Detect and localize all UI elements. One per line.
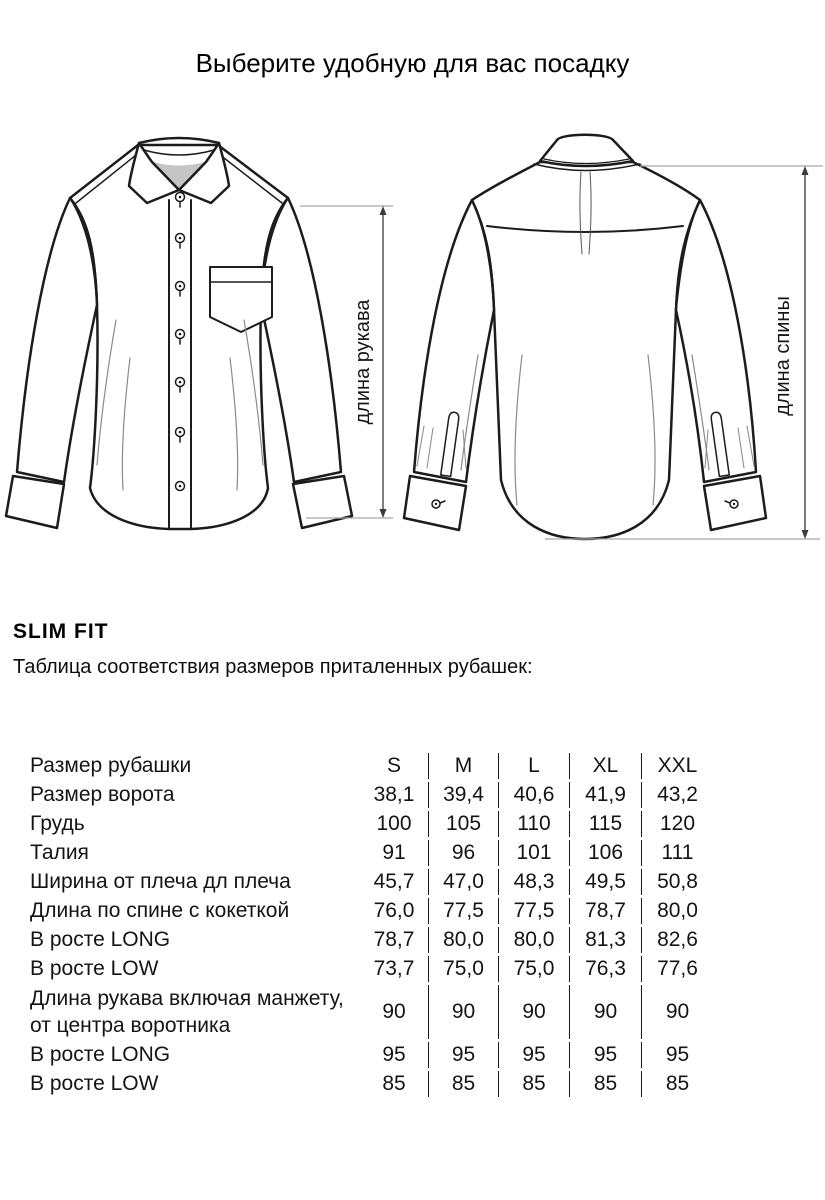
front-collar-band [139,138,219,143]
cell-value: 101 [498,840,569,866]
cell-value: 50,8 [641,869,713,895]
cell-value: 75,0 [428,956,498,982]
cell-value: 96 [428,840,498,866]
size-header-xxl: XXL [641,753,713,779]
cell-value: 90 [569,985,641,1039]
cell-value: 80,0 [498,927,569,953]
front-left-sleeve [17,198,97,482]
table-row [30,898,713,924]
cell-value: 85 [382,1072,406,1095]
row-label: Ширина от плеча дл плеча [30,870,291,893]
cell-value: 85 [498,1071,569,1097]
front-left-cuff [6,476,64,528]
front-right-sleeve [261,198,341,482]
size-header-xl: XL [569,753,641,779]
front-right-cuff [293,476,352,528]
cell-value: 90 [498,985,569,1039]
cell-value: 95 [569,1042,641,1068]
cell-value: 80,0 [641,898,713,924]
cell-value: 115 [569,811,641,837]
table-row [30,927,713,953]
cell-value: 95 [641,1042,713,1068]
page-title: Выберите удобную для вас посадку [195,48,630,78]
cell-value: 77,5 [428,898,498,924]
row-label: В росте LOW [30,1072,159,1095]
row-label: Длина по спине с кокеткой [30,899,290,922]
table-row [30,869,713,895]
row-label: В росте LONG [30,928,171,951]
cell-value: 78,7 [569,898,641,924]
cell-value: 85 [569,1071,641,1097]
row-label: Талия [30,841,89,864]
row-label [30,985,360,1039]
row-label: Грудь [30,812,85,835]
cell-value: 76,3 [569,956,641,982]
cell-value: 45,7 [373,870,415,893]
row-label: В росте LOW [30,957,159,980]
back-shirt-drawing [404,135,766,539]
cell-value: 111 [641,840,713,866]
cell-value: 95 [382,1043,406,1066]
cell-value: 91 [382,841,406,864]
cell-value: 78,7 [373,928,415,951]
cell-value: 120 [641,811,713,837]
cell-value: 95 [498,1042,569,1068]
table-row [30,1071,713,1097]
table-row [30,782,713,808]
cell-value: 85 [641,1071,713,1097]
size-header-m: M [428,753,498,779]
section-subtitle: Таблица соответствия размеров приталенных рубашек: [13,656,533,678]
section-heading: SLIM FIT [13,620,109,643]
cell-value: 90 [428,985,498,1039]
cell-value: 49,5 [569,869,641,895]
cell-value: 90 [641,985,713,1039]
cell-value: 76,0 [373,899,415,922]
cell-value: 77,5 [498,898,569,924]
size-header-l: L [498,753,569,779]
cell-value: 110 [498,811,569,837]
cell-value: 82,6 [641,927,713,953]
cell-value: 81,3 [569,927,641,953]
table-row [30,956,713,982]
cell-value: 75,0 [498,956,569,982]
table-row [30,811,713,837]
front-pocket [210,267,272,332]
cell-value: 80,0 [428,927,498,953]
table-row [30,985,713,1039]
row-label-line-2: от центра воротника [30,1014,231,1037]
sleeve-length-label: длина рукава [352,299,374,425]
cell-value: 105 [428,811,498,837]
table-header-row [30,753,713,779]
row-label: В росте LONG [30,1043,171,1066]
cell-value: 95 [428,1042,498,1068]
cell-value: 90 [382,1000,406,1023]
cell-value: 41,9 [569,782,641,808]
size-table [30,750,713,1100]
cell-value: 40,6 [498,782,569,808]
cell-value: 39,4 [428,782,498,808]
size-header-s: S [386,754,401,777]
table-row [30,1042,713,1068]
cell-value: 47,0 [428,869,498,895]
row-label: Размер рубашки [30,754,192,777]
cell-value: 48,3 [498,869,569,895]
cell-value: 43,2 [641,782,713,808]
fit-diagram [0,120,825,575]
back-body [472,162,700,539]
back-length-label: длина спины [772,296,794,416]
cell-value: 100 [376,812,412,835]
table-row [30,840,713,866]
cell-value: 73,7 [373,957,415,980]
row-label: Размер ворота [30,783,175,806]
cell-value: 38,1 [373,783,415,806]
front-shirt-drawing [6,138,352,529]
cell-value: 85 [428,1071,498,1097]
cell-value: 106 [569,840,641,866]
cell-value: 77,6 [641,956,713,982]
row-label-line-1: Длина рукава включая манжету, [30,987,344,1010]
